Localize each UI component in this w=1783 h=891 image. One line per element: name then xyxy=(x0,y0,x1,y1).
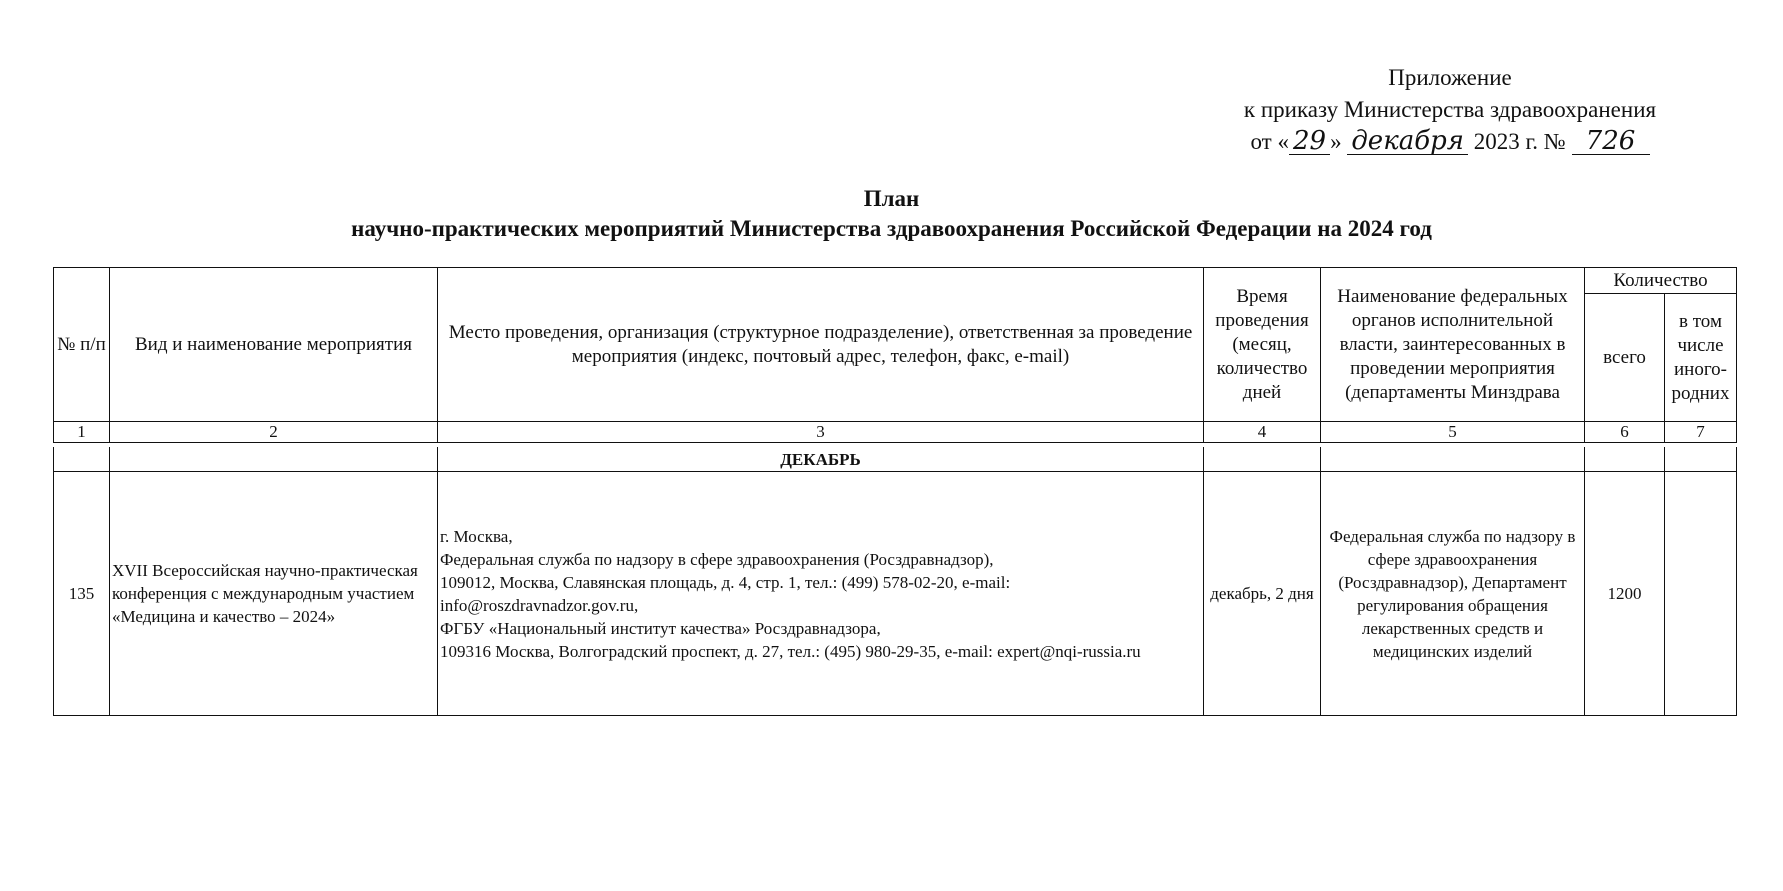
col-number-7: 7 xyxy=(1665,422,1737,443)
appendix-order-ref: к приказу Министерства здравоохранения xyxy=(1243,97,1657,122)
col-number-4: 4 xyxy=(1204,422,1321,443)
header-quantity-group: Количество xyxy=(1585,268,1737,294)
header-number: № п/п xyxy=(54,268,110,422)
month-cell-blank-1 xyxy=(54,447,110,472)
plan-title: План xyxy=(863,186,920,211)
row-time: декабрь, 2 дня xyxy=(1204,472,1321,716)
date-year: 2023 г. № xyxy=(1473,129,1566,154)
plan-table-header xyxy=(53,267,1737,443)
header-place: Место проведения, организация (структурное подразделение), ответственная за проведение мероприятия (индекс, почтовый адрес, телефон, факс, e-mail) xyxy=(438,268,1204,422)
date-mid: » xyxy=(1330,129,1342,154)
handwritten-month: декабря xyxy=(1347,128,1468,155)
month-cell-blank-4 xyxy=(1204,447,1321,472)
plan-subtitle: научно-практических мероприятий Министерства здравоохранения Российской Федерации на 2024 год xyxy=(351,216,1432,241)
handwritten-order-number: 726 xyxy=(1572,128,1650,155)
header-event-name: Вид и наименование мероприятия xyxy=(110,268,438,422)
header-total: всего xyxy=(1585,294,1665,422)
col-number-6: 6 xyxy=(1585,422,1665,443)
date-prefix: от « xyxy=(1250,129,1289,154)
handwritten-day: 29 xyxy=(1289,128,1330,155)
table-row xyxy=(54,472,1737,716)
row-event-name: XVII Всероссийская научно-практическая конференция с международным участием «Медицина и качество – 2024» xyxy=(110,472,438,716)
header-authorities: Наименование федеральных органов исполнительной власти, заинтересованных в проведении мероприятия (департаменты Минздрава xyxy=(1321,268,1585,422)
month-cell-blank-2 xyxy=(110,447,438,472)
row-place: г. Москва, Федеральная служба по надзору в сфере здравоохранения (Росздравнадзор), 109012, Москва, Славянская площадь, д. 4, стр. 1, тел.: (499) 578-02-20, e-mail: info@roszdravnadzor.gov.ru, ФГБУ «Национальный институт качества» Росздравнадзора, 109316 Москва, Волгоградский проспект, д. 27, тел.: (495) 980-29-35, e-mail: expert@nqi-russia.ru xyxy=(438,472,1204,716)
plan-table-body xyxy=(53,447,1737,716)
row-number: 135 xyxy=(54,472,110,716)
col-number-1: 1 xyxy=(54,422,110,443)
row-foreign xyxy=(1665,472,1737,716)
month-cell-blank-5 xyxy=(1321,447,1585,472)
month-heading: ДЕКАБРЬ xyxy=(438,447,1204,472)
header-foreign: в том числе иного-родних xyxy=(1665,294,1737,422)
month-cell-blank-6 xyxy=(1585,447,1665,472)
col-number-3: 3 xyxy=(438,422,1204,443)
row-authorities: Федеральная служба по надзору в сфере здравоохранения (Росздравнадзор), Департамент регулирования обращения лекарственных средств и медицинских изделий xyxy=(1321,472,1585,716)
appendix-header xyxy=(1180,62,1720,158)
col-number-5: 5 xyxy=(1321,422,1585,443)
col-number-2: 2 xyxy=(110,422,438,443)
header-time: Время проведения (месяц, количество дней xyxy=(1204,268,1321,422)
appendix-order-date xyxy=(1180,126,1720,158)
month-cell-blank-7 xyxy=(1665,447,1737,472)
appendix-label: Приложение xyxy=(1388,65,1512,90)
row-total: 1200 xyxy=(1585,472,1665,716)
